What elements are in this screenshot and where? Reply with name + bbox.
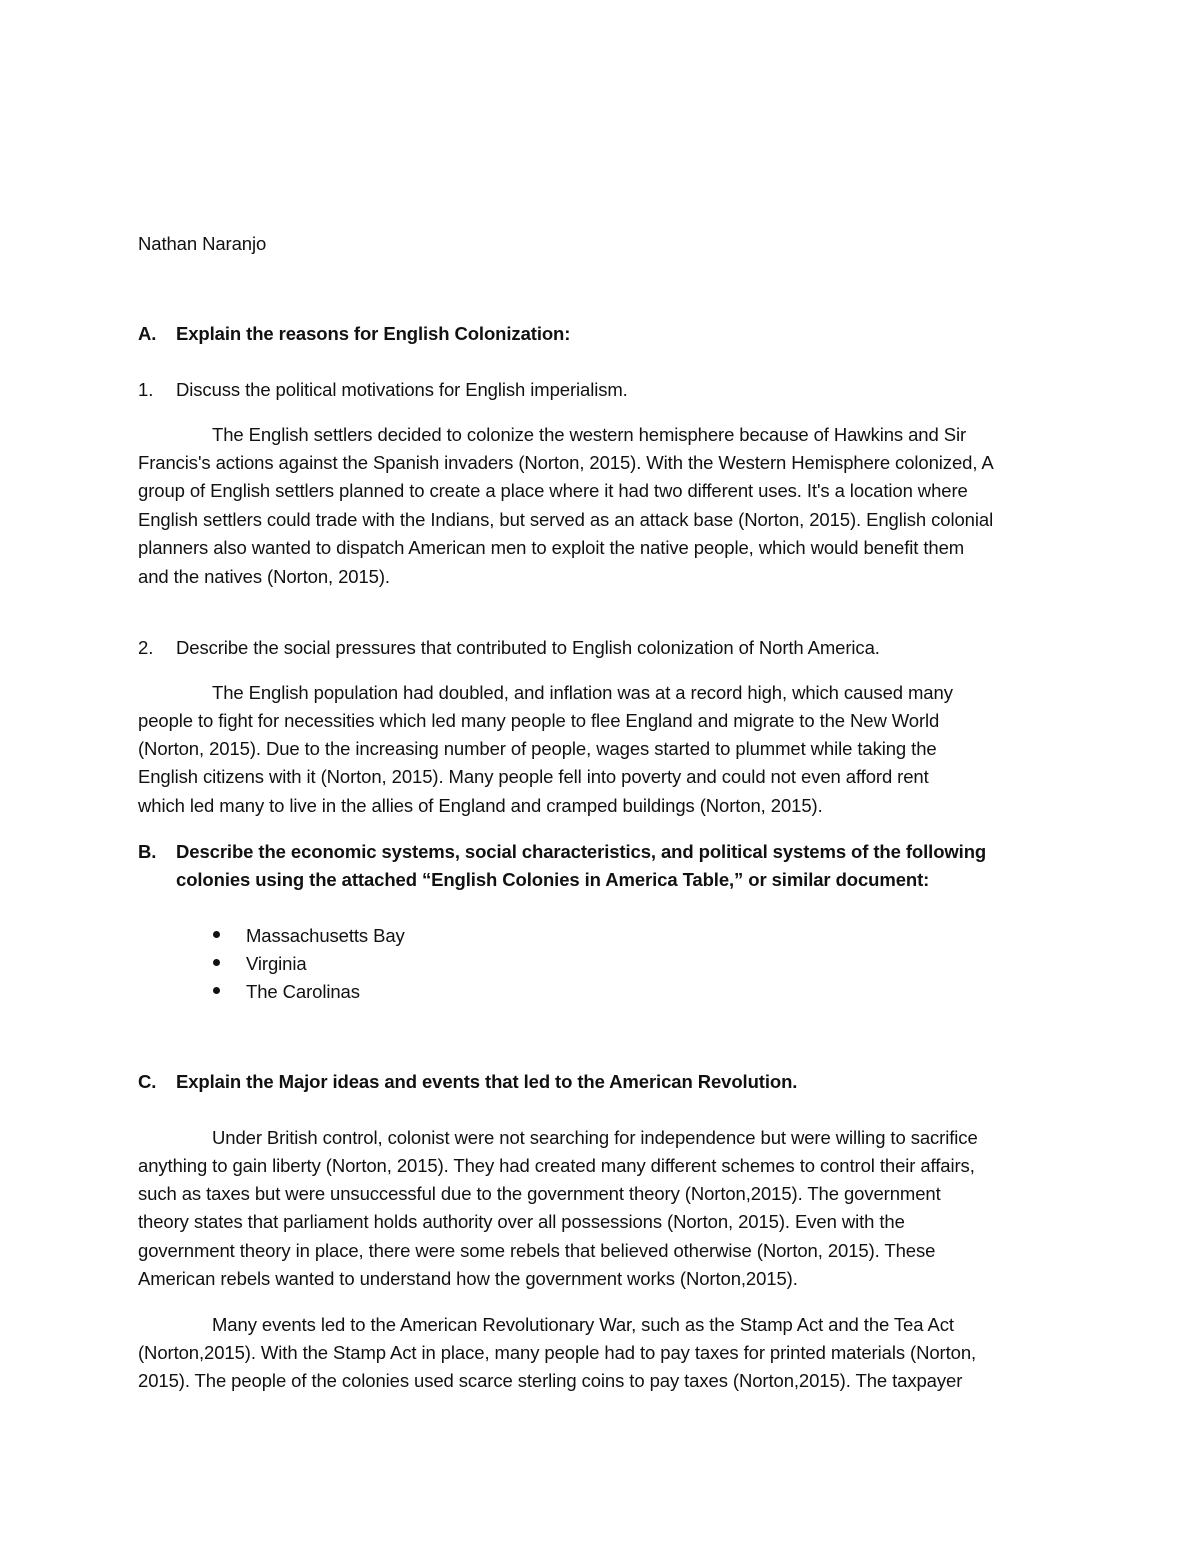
q2-answer-line: people to fight for necessities which led many people to flee England and migrate to the New World xyxy=(138,710,940,731)
bullet-icon xyxy=(213,931,220,938)
question-2-text: Describe the social pressures that contributed to English colonization of North America. xyxy=(176,637,880,658)
c-paragraph-1-line: government theory in place, there were some rebels that believed otherwise (Norton, 2015). These xyxy=(138,1240,936,1261)
c-paragraph-2-line: Many events led to the American Revolutionary War, such as the Stamp Act and the Tea Act xyxy=(212,1314,954,1335)
c-paragraph-1-line: American rebels wanted to understand how the government works (Norton,2015). xyxy=(138,1268,798,1289)
q1-answer-line: and the natives (Norton, 2015). xyxy=(138,566,390,587)
q1-answer-line: The English settlers decided to colonize the western hemisphere because of Hawkins and Sir xyxy=(212,424,967,445)
colony-list-item: Massachusetts Bay xyxy=(246,925,405,946)
c-paragraph-1-line: Under British control, colonist were not searching for independence but were willing to sacrifice xyxy=(212,1127,978,1148)
q1-answer-line: Francis's actions against the Spanish invaders (Norton, 2015). With the Western Hemisphere colonized, A xyxy=(138,452,994,473)
question-1-text: Discuss the political motivations for English imperialism. xyxy=(176,379,628,400)
c-paragraph-1-line: anything to gain liberty (Norton, 2015). They had created many different schemes to control their affairs, xyxy=(138,1155,975,1176)
bullet-icon xyxy=(213,959,220,966)
section-b-marker: B. xyxy=(138,841,157,862)
question-2-marker: 2. xyxy=(138,637,154,658)
section-c-heading: Explain the Major ideas and events that led to the American Revolution. xyxy=(176,1071,798,1092)
q1-answer-line: group of English settlers planned to create a place where it had two different uses. It's a location where xyxy=(138,480,968,501)
section-b-heading-line: Describe the economic systems, social characteristics, and political systems of the following xyxy=(176,841,987,862)
colony-list-item: The Carolinas xyxy=(246,981,360,1002)
section-a-heading: Explain the reasons for English Colonization: xyxy=(176,323,571,344)
author-name: Nathan Naranjo xyxy=(138,233,267,254)
section-c-marker: C. xyxy=(138,1071,157,1092)
q2-answer-line: English citizens with it (Norton, 2015). Many people fell into poverty and could not even afford rent xyxy=(138,766,929,787)
q2-answer-line: (Norton, 2015). Due to the increasing number of people, wages started to plummet while taking the xyxy=(138,738,937,759)
c-paragraph-2-line: 2015). The people of the colonies used scarce sterling coins to pay taxes (Norton,2015). The taxpayer xyxy=(138,1370,963,1391)
question-1-marker: 1. xyxy=(138,379,154,400)
q1-answer-line: planners also wanted to dispatch American men to exploit the native people, which would benefit them xyxy=(138,537,965,558)
section-a-marker: A. xyxy=(138,323,157,344)
q1-answer-line: English settlers could trade with the Indians, but served as an attack base (Norton, 2015). English colonial xyxy=(138,509,994,530)
q2-answer-line: The English population had doubled, and inflation was at a record high, which caused many xyxy=(212,682,953,703)
bullet-icon xyxy=(213,987,220,994)
c-paragraph-1-line: theory states that parliament holds authority over all possessions (Norton, 2015). Even with the xyxy=(138,1211,905,1232)
c-paragraph-2-line: (Norton,2015). With the Stamp Act in place, many people had to pay taxes for printed materials (Norton, xyxy=(138,1342,977,1363)
colony-list-item: Virginia xyxy=(246,953,307,974)
section-b-heading-line: colonies using the attached “English Colonies in America Table,” or similar document: xyxy=(176,869,930,890)
q2-answer-line: which led many to live in the allies of England and cramped buildings (Norton, 2015). xyxy=(138,795,823,816)
c-paragraph-1-line: such as taxes but were unsuccessful due to the government theory (Norton,2015). The government xyxy=(138,1183,941,1204)
